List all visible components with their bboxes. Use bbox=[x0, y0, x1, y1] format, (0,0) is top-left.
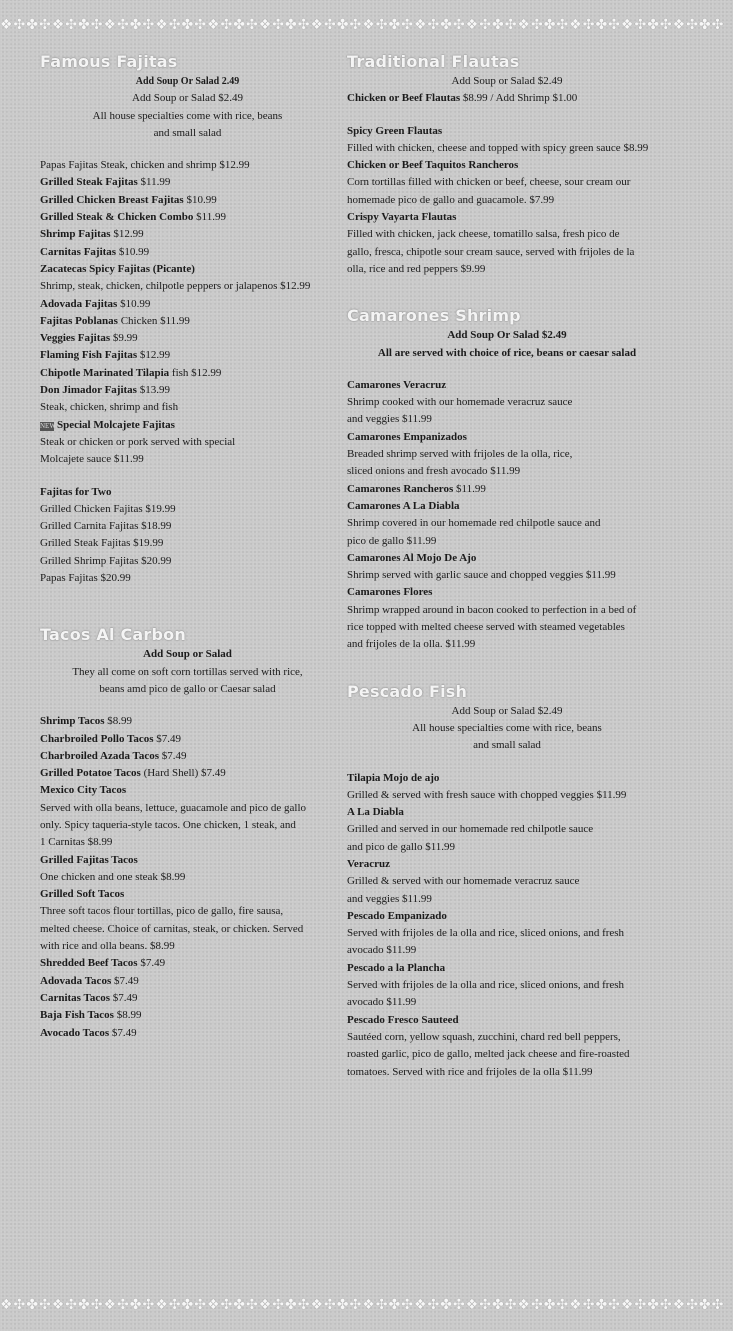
menu-item-desc: olla, rice and red peppers $9.99 bbox=[347, 262, 486, 275]
menu-item-name: Camarones Flores bbox=[347, 586, 433, 599]
menu-item: Grilled Steak Fajitas $19.99 bbox=[40, 537, 164, 550]
menu-item-desc: Shrimp covered in our homemade red chilpotle sauce and bbox=[347, 517, 601, 530]
section-title: Tacos Al Carbon bbox=[40, 625, 186, 645]
menu-item-desc: $7.49 bbox=[159, 749, 187, 762]
menu-item-description bbox=[347, 977, 667, 994]
menu-item bbox=[40, 1007, 335, 1024]
section-note: and small salad bbox=[473, 739, 541, 752]
menu-item-name: Chicken or Beef Taquitos Rancheros bbox=[347, 159, 519, 172]
menu-item-desc: $10.99 bbox=[117, 297, 151, 310]
menu-item bbox=[40, 226, 335, 243]
menu-item-description bbox=[347, 411, 667, 428]
menu-item bbox=[40, 261, 335, 278]
menu-item bbox=[40, 990, 335, 1007]
add-soup-salad: Add Soup or Salad bbox=[143, 648, 232, 661]
menu-item-desc: Chicken $11.99 bbox=[117, 314, 190, 327]
menu-item-name: Veggies Fajitas bbox=[40, 332, 111, 345]
menu-item-list bbox=[347, 770, 667, 1081]
menu-item-desc: $8.99 / Add Shrimp $1.00 bbox=[460, 92, 578, 105]
menu-item bbox=[40, 955, 335, 972]
menu-item: Grilled Chicken Fajitas $19.99 bbox=[40, 502, 176, 515]
menu-item-name: Don Jimador Fajitas bbox=[40, 384, 137, 397]
menu-item-desc: tomatoes. Served with rice and frijoles de la olla $11.99 bbox=[347, 1065, 593, 1078]
menu-item-desc: 1 Carnitas $8.99 bbox=[40, 836, 113, 849]
menu-item-desc: Shrimp, steak, chicken, chilpotle peppers or jalapenos $12.99 bbox=[40, 280, 311, 293]
menu-item-name: Pescado Empanizado bbox=[347, 909, 447, 922]
menu-item bbox=[40, 713, 335, 730]
menu-item bbox=[40, 174, 335, 191]
menu-item-description bbox=[347, 446, 667, 463]
menu-item-name: Chipotle Marinated Tilapia bbox=[40, 366, 170, 379]
menu-item-name: Tilapia Mojo de ajo bbox=[347, 771, 440, 784]
section-note: All house specialties come with rice, beans bbox=[412, 721, 602, 734]
menu-item: Grilled Carnita Fajitas $18.99 bbox=[40, 520, 172, 533]
add-soup-salad: Add Soup or Salad $2.49 bbox=[451, 75, 563, 87]
menu-item-description bbox=[347, 1029, 667, 1046]
menu-item bbox=[40, 731, 335, 748]
menu-item-desc: Filled with chicken, cheese and topped with spicy green sauce $8.99 bbox=[347, 141, 649, 154]
menu-item-desc: Shrimp wrapped around in bacon cooked to perfection in a bed of bbox=[347, 603, 637, 616]
menu-item-list bbox=[40, 157, 335, 468]
menu-item bbox=[40, 765, 335, 782]
menu-item bbox=[347, 550, 667, 567]
menu-item bbox=[40, 973, 335, 990]
menu-item-description bbox=[347, 1046, 667, 1063]
menu-item-desc: gallo, fresca, chipotle sour cream sauce, served with frijoles de la bbox=[347, 245, 635, 258]
menu-item-description bbox=[40, 451, 335, 468]
menu-item-desc: $7.49 bbox=[110, 991, 138, 1004]
menu-item-description bbox=[347, 619, 667, 636]
menu-item-description bbox=[40, 921, 335, 938]
menu-item-description bbox=[347, 567, 667, 584]
menu-item-name: Carnitas Fajitas bbox=[40, 245, 117, 258]
menu-item-description bbox=[347, 244, 667, 261]
menu-item bbox=[347, 90, 667, 107]
menu-item-desc: One chicken and one steak $8.99 bbox=[40, 870, 186, 883]
menu-item-description bbox=[40, 800, 335, 817]
menu-item-desc: $7.49 bbox=[153, 732, 181, 745]
menu-item-description bbox=[347, 192, 667, 209]
menu-item-desc: sliced onions and fresh avocado $11.99 bbox=[347, 465, 521, 478]
menu-item-name: Shrimp Fajitas bbox=[40, 228, 111, 241]
menu-item-desc: rice topped with melted cheese served with steamed vegetables bbox=[347, 621, 625, 634]
menu-item-name: Chicken or Beef Flautas bbox=[347, 92, 461, 105]
menu-item-desc: Shrimp served with garlic sauce and chopped veggies $11.99 bbox=[347, 569, 616, 582]
menu-item-desc: $11.99 bbox=[193, 211, 226, 224]
menu-item-name: Grilled Potatoe Tacos bbox=[40, 767, 141, 780]
menu-item-desc: with rice and olla beans. $8.99 bbox=[40, 940, 175, 953]
menu-item-desc: Shrimp cooked with our homemade veracruz sauce bbox=[347, 396, 573, 409]
menu-item-desc: roasted garlic, pico de gallo, melted jack cheese and fire-roasted bbox=[347, 1048, 630, 1061]
menu-item-description bbox=[347, 515, 667, 532]
top-decorative-border: ❖✣✤✣❖✣✤✣❖✣✤✣❖✣✤✣❖✣✤✣❖✣✤✣❖✣✤✣❖✣✤✣❖✣✤✣❖✣✤✣❖✣✤✣❖✣✤✣❖✣✤✣❖✣✤✣ bbox=[0, 17, 725, 33]
menu-item-description bbox=[40, 817, 335, 834]
menu-item: Papas Fajitas $20.99 bbox=[40, 572, 131, 585]
menu-item-desc: Sautéed corn, yellow squash, zucchini, chard red bell peppers, bbox=[347, 1030, 621, 1043]
menu-item bbox=[40, 748, 335, 765]
menu-item-description bbox=[347, 787, 667, 804]
menu-item-description bbox=[40, 434, 335, 451]
menu-item bbox=[347, 584, 667, 601]
menu-item-desc: and veggies $11.99 bbox=[347, 892, 432, 905]
menu-item-desc: Served with frijoles de la olla and rice, sliced onions, and fresh bbox=[347, 979, 625, 992]
menu-item bbox=[347, 377, 667, 394]
menu-item-desc: $10.99 bbox=[183, 193, 217, 206]
menu-item-desc: Grilled & served with fresh sauce with chopped veggies $11.99 bbox=[347, 788, 627, 801]
menu-item-name: Baja Fish Tacos bbox=[40, 1009, 114, 1022]
bottom-decorative-border: ❖✣✤✣❖✣✤✣❖✣✤✣❖✣✤✣❖✣✤✣❖✣✤✣❖✣✤✣❖✣✤✣❖✣✤✣❖✣✤✣❖✣✤✣❖✣✤✣❖✣✤✣❖✣✤✣ bbox=[0, 1297, 725, 1313]
menu-item-description bbox=[40, 869, 335, 886]
menu-item-name: Charbroiled Pollo Tacos bbox=[40, 732, 154, 745]
menu-item-desc: Breaded shrimp served with frijoles de la olla, rice, bbox=[347, 448, 573, 461]
menu-item-desc: fish $12.99 bbox=[169, 366, 222, 379]
menu-item-description bbox=[347, 873, 667, 890]
menu-item bbox=[347, 856, 667, 873]
menu-item bbox=[347, 1012, 667, 1029]
menu-item-description bbox=[347, 994, 667, 1011]
menu-item-desc: $7.49 bbox=[137, 957, 166, 970]
section-tacos-al-carbon bbox=[40, 625, 335, 1042]
fajitas-for-two-list bbox=[40, 501, 335, 587]
menu-item-desc: $10.99 bbox=[116, 245, 150, 258]
menu-item-name: Grilled Fajitas Tacos bbox=[40, 853, 138, 866]
menu-item-name: Spicy Green Flautas bbox=[347, 124, 443, 137]
menu-item-name: Papas Fajitas bbox=[40, 159, 98, 172]
menu-item bbox=[40, 296, 335, 313]
menu-item-name: Fajitas Poblanas bbox=[40, 314, 118, 327]
menu-item-description bbox=[40, 834, 335, 851]
menu-item-name: Grilled Steak & Chicken Combo bbox=[40, 211, 194, 224]
menu-item bbox=[40, 209, 335, 226]
menu-item-desc: $12.99 bbox=[137, 349, 171, 362]
menu-item-name: Veracruz bbox=[347, 857, 390, 870]
menu-item-description bbox=[347, 533, 667, 550]
menu-item-name: Grilled Chicken Breast Fajitas bbox=[40, 193, 184, 206]
menu-item-desc: homemade pico de gallo and guacamole. $7.99 bbox=[347, 193, 555, 206]
menu-item-name: Special Molcajete Fajitas bbox=[57, 418, 175, 431]
menu-item-list bbox=[40, 713, 335, 1042]
menu-item-desc: Corn tortillas filled with chicken or beef, cheese, sour cream our bbox=[347, 176, 631, 189]
menu-item-desc: Served with olla beans, lettuce, guacamole and pico de gallo bbox=[40, 801, 307, 814]
menu-item-name: Adovada Fajitas bbox=[40, 297, 118, 310]
section-famous-fajitas bbox=[40, 52, 335, 587]
menu-item bbox=[40, 157, 335, 174]
menu-item-desc: and veggies $11.99 bbox=[347, 413, 432, 426]
menu-item-description bbox=[347, 174, 667, 191]
section-traditional-flautas bbox=[347, 52, 667, 278]
menu-item-desc: $13.99 bbox=[136, 384, 170, 397]
menu-item-name: Camarones Empanizados bbox=[347, 430, 467, 443]
menu-item-desc: and frijoles de la olla. $11.99 bbox=[347, 638, 476, 651]
menu-item-name: Flaming Fish Fajitas bbox=[40, 349, 138, 362]
menu-item-desc: Three soft tacos flour tortillas, pico de gallo, fire sausa, bbox=[40, 905, 284, 918]
menu-item-name: Avocado Tacos bbox=[40, 1026, 110, 1039]
menu-item bbox=[347, 908, 667, 925]
menu-item-desc: $12.99 bbox=[110, 228, 144, 241]
menu-item-desc: $11.99 bbox=[137, 176, 171, 189]
menu-item bbox=[40, 382, 335, 399]
menu-item-description bbox=[347, 839, 667, 856]
left-column bbox=[40, 52, 335, 1042]
menu-item-name: Pescado Fresco Sauteed bbox=[347, 1013, 459, 1026]
section-camarones-shrimp bbox=[347, 306, 667, 653]
add-soup-salad-small: Add Soup Or Salad 2.49 bbox=[135, 76, 240, 87]
menu-item-name: Shredded Beef Tacos bbox=[40, 957, 138, 970]
menu-item-description bbox=[40, 938, 335, 955]
menu-item-description bbox=[347, 261, 667, 278]
menu-item bbox=[347, 770, 667, 787]
section-title: Famous Fajitas bbox=[40, 52, 178, 71]
menu-item-desc: $8.99 bbox=[113, 1009, 142, 1022]
menu-item-list bbox=[347, 123, 667, 279]
menu-item-name: Carnitas Tacos bbox=[40, 991, 110, 1004]
menu-item-desc: only. Spicy taqueria-style tacos. One chicken, 1 steak, and bbox=[40, 818, 296, 831]
section-title: Traditional Flautas bbox=[347, 52, 520, 71]
menu-item bbox=[40, 886, 335, 903]
menu-item-description bbox=[347, 942, 667, 959]
menu-item-description bbox=[347, 394, 667, 411]
menu-item-desc: (Hard Shell) $7.49 bbox=[140, 767, 226, 780]
menu-item-desc: $8.99 bbox=[104, 715, 132, 728]
menu-item bbox=[347, 209, 667, 226]
menu-item-desc: Filled with chicken, jack cheese, tomatillo salsa, fresh pico de bbox=[347, 228, 620, 241]
menu-item-desc: Molcajete sauce $11.99 bbox=[40, 453, 144, 466]
section-note: All house specialties come with rice, beans bbox=[92, 109, 283, 122]
menu-item-name: Zacatecas Spicy Fajitas (Picante) bbox=[40, 262, 195, 275]
menu-item bbox=[347, 960, 667, 977]
add-soup-salad: Add Soup Or Salad $2.49 bbox=[447, 329, 567, 342]
menu-item bbox=[40, 244, 335, 261]
menu-item bbox=[40, 192, 335, 209]
menu-item-name: Adovada Tacos bbox=[40, 974, 112, 987]
menu-item bbox=[40, 347, 335, 364]
section-note: and small salad bbox=[153, 126, 222, 139]
menu-item-list bbox=[347, 377, 667, 654]
menu-item-name: Pescado a la Plancha bbox=[347, 961, 446, 974]
menu-item-desc: melted cheese. Choice of carnitas, steak, or chicken. Served bbox=[40, 922, 304, 935]
menu-item bbox=[40, 782, 335, 799]
new-badge: NEW bbox=[40, 421, 56, 430]
menu-item-name: Camarones Veracruz bbox=[347, 378, 447, 391]
menu-item bbox=[347, 429, 667, 446]
menu-item bbox=[347, 157, 667, 174]
menu-item-desc: Grilled & served with our homemade veracruz sauce bbox=[347, 875, 580, 888]
section-title: Camarones Shrimp bbox=[347, 306, 521, 326]
add-soup-salad: Add Soup or Salad $2.49 bbox=[451, 704, 563, 717]
menu-item-desc: avocado $11.99 bbox=[347, 944, 417, 957]
menu-item-name: Shrimp Tacos bbox=[40, 715, 105, 728]
menu-item bbox=[347, 804, 667, 821]
menu-item-desc: and pico de gallo $11.99 bbox=[347, 840, 456, 853]
menu-item-description bbox=[40, 278, 335, 295]
menu-item-desc: pico de gallo $11.99 bbox=[347, 534, 437, 547]
menu-item-name: Grilled Soft Tacos bbox=[40, 888, 125, 901]
section-title: Pescado Fish bbox=[347, 681, 468, 701]
menu-item-desc: Steak, chicken, shrimp and fish bbox=[40, 401, 179, 414]
menu-item-desc: Grilled and served in our homemade red chilpotle sauce bbox=[347, 823, 594, 836]
menu-item-description bbox=[347, 226, 667, 243]
menu-item-desc: $7.49 bbox=[109, 1026, 137, 1039]
add-soup-salad: Add Soup or Salad $2.49 bbox=[132, 92, 243, 105]
menu-item-description bbox=[40, 903, 335, 920]
menu-item bbox=[40, 330, 335, 347]
menu-item bbox=[347, 481, 667, 498]
menu-item-name: Mexico City Tacos bbox=[40, 784, 127, 797]
menu-item-description bbox=[347, 821, 667, 838]
menu-item-name: Crispy Vayarta Flautas bbox=[347, 211, 457, 224]
menu-item bbox=[40, 313, 335, 330]
menu-item-desc: Served with frijoles de la olla and rice, sliced onions, and fresh bbox=[347, 927, 625, 940]
menu-item bbox=[347, 498, 667, 515]
menu-item-description bbox=[347, 891, 667, 908]
menu-item-description bbox=[347, 602, 667, 619]
fajitas-for-two-title: Fajitas for Two bbox=[40, 485, 112, 498]
menu-item-name: Camarones Rancheros bbox=[347, 482, 454, 495]
menu-item-desc: Steak or chicken or pork served with special bbox=[40, 435, 236, 448]
menu-item-desc: $9.99 bbox=[110, 332, 138, 345]
menu-item bbox=[40, 365, 335, 382]
menu-item bbox=[40, 1025, 335, 1042]
menu-item-description bbox=[347, 463, 667, 480]
menu-item-desc: $7.49 bbox=[111, 974, 139, 987]
section-note: They all come on soft corn tortillas served with rice, bbox=[72, 665, 303, 678]
menu-item-desc: avocado $11.99 bbox=[347, 996, 417, 1009]
section-note: beans amd pico de gallo or Caesar salad bbox=[99, 682, 276, 695]
right-column bbox=[347, 52, 667, 1081]
menu-item-desc: $11.99 bbox=[453, 482, 486, 495]
menu-item-name: Charbroiled Azada Tacos bbox=[40, 749, 159, 762]
menu-item: Grilled Shrimp Fajitas $20.99 bbox=[40, 554, 172, 567]
menu-item-description bbox=[347, 636, 667, 653]
menu-item bbox=[40, 852, 335, 869]
section-pescado-fish bbox=[347, 682, 667, 1081]
menu-item-description bbox=[347, 925, 667, 942]
menu-item-name: A La Diabla bbox=[347, 806, 404, 819]
menu-item-description bbox=[40, 399, 335, 416]
menu-item-description bbox=[347, 1064, 667, 1081]
menu-item-desc: Steak, chicken and shrimp $12.99 bbox=[97, 159, 250, 172]
section-note: All are served with choice of rice, beans or caesar salad bbox=[377, 346, 637, 359]
menu-item-name: Camarones Al Mojo De Ajo bbox=[347, 551, 477, 564]
menu-item bbox=[40, 417, 335, 434]
menu-item-name: Grilled Steak Fajitas bbox=[40, 176, 138, 189]
menu-item-name: Camarones A La Diabla bbox=[347, 499, 460, 512]
menu-item-description bbox=[347, 140, 667, 157]
menu-item bbox=[347, 123, 667, 140]
